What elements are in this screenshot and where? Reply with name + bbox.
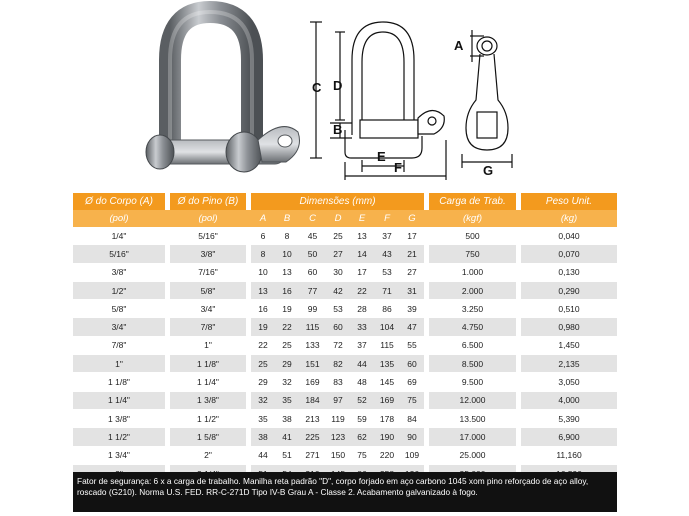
table-cell: 4.750 (429, 318, 516, 336)
table-cell: 1 1/4" (170, 373, 246, 391)
table-cell: 0,040 (521, 227, 617, 245)
table-cell: 30 (326, 264, 350, 282)
table-cell: 169 (299, 373, 326, 391)
header-unit-weight: Peso Unit. (521, 193, 617, 210)
table-row (73, 428, 617, 446)
table-cell: 86 (374, 300, 400, 318)
table-cell: 3/4" (73, 318, 165, 336)
table-cell: 4,000 (521, 392, 617, 410)
table-cell: 29 (251, 373, 275, 391)
table-row (73, 337, 617, 355)
table-cell: 22 (275, 318, 299, 336)
table-cell: 16 (251, 300, 275, 318)
table-cell: 45 (299, 227, 326, 245)
table-cell: 48 (350, 373, 374, 391)
table-row (73, 227, 617, 245)
footnote: Fator de segurança: 6 x a carga de trabalho. Manilha reta padrão "D", corpo forjado em aço carbono 1045 xom pino reforçado de aço alloy, roscado (G210). Norma U.S. FED. RR-C-271D Tipo IV-B Grau A - Classe 2. Acabamento galvanizado à fogo. (73, 472, 617, 512)
table-cell: 44 (350, 355, 374, 373)
table-cell: 28 (350, 300, 374, 318)
table-cell: 1 3/8" (73, 410, 165, 428)
table-cell: 25 (251, 355, 275, 373)
table-cell: 37 (350, 337, 374, 355)
table-cell: 0,510 (521, 300, 617, 318)
table-cell: 59 (350, 410, 374, 428)
table-cell: 53 (374, 264, 400, 282)
spec-table (73, 193, 617, 483)
table-cell: 75 (400, 392, 424, 410)
header-dim-d: D (326, 210, 350, 227)
table-cell: 17 (400, 227, 424, 245)
table-cell: 10 (275, 245, 299, 263)
table-cell: 123 (326, 428, 350, 446)
table-cell: 7/8" (170, 318, 246, 336)
table-cell: 3/8" (170, 245, 246, 263)
table-cell: 22 (350, 282, 374, 300)
dim-label-d: D (333, 78, 343, 93)
table-cell: 0,130 (521, 264, 617, 282)
table-cell: 21 (400, 245, 424, 263)
table-cell: 55 (400, 337, 424, 355)
table-cell: 184 (299, 392, 326, 410)
table-cell: 31 (400, 282, 424, 300)
dim-label-c: C (312, 80, 322, 95)
table-cell: 38 (275, 410, 299, 428)
table-row (73, 282, 617, 300)
table-cell: 151 (299, 355, 326, 373)
table-cell: 6.500 (429, 337, 516, 355)
table-cell: 13 (350, 227, 374, 245)
dim-label-b: B (333, 122, 343, 137)
table-cell: 8 (251, 245, 275, 263)
table-cell: 133 (299, 337, 326, 355)
table-cell: 1 5/8" (170, 428, 246, 446)
table-cell: 99 (299, 300, 326, 318)
dim-label-a: A (454, 38, 464, 53)
table-cell: 11,160 (521, 447, 617, 465)
header-dimensions: Dimensões (mm) (251, 193, 424, 210)
header-weight-unit: (kg) (521, 210, 617, 227)
table-cell: 50 (299, 245, 326, 263)
table-cell: 29 (275, 355, 299, 373)
table-cell: 5,390 (521, 410, 617, 428)
table-cell: 60 (326, 318, 350, 336)
header-body-diameter: Ø do Corpo (A) (73, 193, 165, 210)
table-cell: 25 (326, 227, 350, 245)
table-cell: 2" (170, 447, 246, 465)
table-cell: 1.000 (429, 264, 516, 282)
table-cell: 0,980 (521, 318, 617, 336)
table-cell: 8 (275, 227, 299, 245)
header-body-unit: (pol) (73, 210, 165, 227)
table-cell: 9.500 (429, 373, 516, 391)
table-cell: 1 1/2" (73, 428, 165, 446)
table-cell: 33 (350, 318, 374, 336)
table-cell: 25 (275, 337, 299, 355)
table-header-row (73, 193, 617, 210)
table-row (73, 318, 617, 336)
table-cell: 213 (299, 410, 326, 428)
table-cell: 271 (299, 447, 326, 465)
table-cell: 190 (374, 428, 400, 446)
table-cell: 52 (350, 392, 374, 410)
table-cell: 6 (251, 227, 275, 245)
table-cell: 0,070 (521, 245, 617, 263)
table-cell: 1 1/8" (170, 355, 246, 373)
table-cell: 169 (374, 392, 400, 410)
table-cell: 38 (251, 428, 275, 446)
table-cell: 1 1/8" (73, 373, 165, 391)
table-cell: 41 (275, 428, 299, 446)
header-work-load: Carga de Trab. (429, 193, 516, 210)
table-cell: 39 (400, 300, 424, 318)
table-cell: 13 (275, 264, 299, 282)
header-load-unit: (kgf) (429, 210, 516, 227)
dim-label-g: G (483, 163, 494, 178)
table-row (73, 355, 617, 373)
header-dim-g: G (400, 210, 424, 227)
table-cell: 220 (374, 447, 400, 465)
table-cell: 83 (326, 373, 350, 391)
table-cell: 5/16" (73, 245, 165, 263)
table-cell: 115 (299, 318, 326, 336)
table-cell: 145 (374, 373, 400, 391)
table-cell: 3/4" (170, 300, 246, 318)
table-body (73, 227, 617, 483)
table-row (73, 264, 617, 282)
header-dim-f: F (374, 210, 400, 227)
table-subheader-row (73, 210, 617, 227)
table-cell: 1 3/4" (73, 447, 165, 465)
shackle-front-drawing (462, 30, 512, 168)
table-cell: 60 (400, 355, 424, 373)
table-cell: 6,900 (521, 428, 617, 446)
table-cell: 32 (251, 392, 275, 410)
table-cell: 69 (400, 373, 424, 391)
table-cell: 135 (374, 355, 400, 373)
table-cell: 13.500 (429, 410, 516, 428)
table-cell: 16 (275, 282, 299, 300)
table-cell: 8.500 (429, 355, 516, 373)
table-cell: 3,050 (521, 373, 617, 391)
header-pin-unit: (pol) (170, 210, 246, 227)
table-cell: 0,290 (521, 282, 617, 300)
table-cell: 1 3/8" (170, 392, 246, 410)
table-cell: 13 (251, 282, 275, 300)
table-cell: 35 (251, 410, 275, 428)
table-cell: 90 (400, 428, 424, 446)
table-row (73, 373, 617, 391)
table-cell: 37 (374, 227, 400, 245)
table-cell: 22 (251, 337, 275, 355)
table-cell: 750 (429, 245, 516, 263)
table-row (73, 245, 617, 263)
table-cell: 27 (400, 264, 424, 282)
table-cell: 97 (326, 392, 350, 410)
table-cell: 14 (350, 245, 374, 263)
table-cell: 178 (374, 410, 400, 428)
table-cell: 2,135 (521, 355, 617, 373)
header-dim-b: B (275, 210, 299, 227)
table-cell: 17 (350, 264, 374, 282)
table-cell: 62 (350, 428, 374, 446)
table-cell: 1" (170, 337, 246, 355)
table-cell: 7/16" (170, 264, 246, 282)
table-cell: 75 (350, 447, 374, 465)
header-dim-e: E (350, 210, 374, 227)
table-cell: 104 (374, 318, 400, 336)
table-cell: 1 1/4" (73, 392, 165, 410)
table-cell: 72 (326, 337, 350, 355)
table-cell: 3/8" (73, 264, 165, 282)
table-cell: 47 (400, 318, 424, 336)
table-cell: 119 (326, 410, 350, 428)
table-row (73, 447, 617, 465)
table-cell: 1/2" (73, 282, 165, 300)
table-cell: 19 (275, 300, 299, 318)
table-cell: 25.000 (429, 447, 516, 465)
table-cell: 10 (251, 264, 275, 282)
table-cell: 19 (251, 318, 275, 336)
table-cell: 60 (299, 264, 326, 282)
header-pin-diameter: Ø do Pino (B) (170, 193, 246, 210)
table-cell: 27 (326, 245, 350, 263)
table-cell: 7/8" (73, 337, 165, 355)
dim-label-f: F (394, 160, 402, 175)
table-cell: 53 (326, 300, 350, 318)
table-cell: 43 (374, 245, 400, 263)
shackle-photo (146, 12, 300, 172)
shackle-illustration (0, 0, 689, 190)
table-cell: 17.000 (429, 428, 516, 446)
table-cell: 32 (275, 373, 299, 391)
table-cell: 35 (275, 392, 299, 410)
table-cell: 5/8" (73, 300, 165, 318)
table-cell: 1/4" (73, 227, 165, 245)
table-cell: 500 (429, 227, 516, 245)
table-cell: 84 (400, 410, 424, 428)
table-cell: 3.250 (429, 300, 516, 318)
table-cell: 2.000 (429, 282, 516, 300)
table-cell: 1 1/2" (170, 410, 246, 428)
table-row (73, 300, 617, 318)
header-dim-c: C (299, 210, 326, 227)
table-cell: 115 (374, 337, 400, 355)
table-cell: 5/8" (170, 282, 246, 300)
table-cell: 1,450 (521, 337, 617, 355)
table-cell: 82 (326, 355, 350, 373)
table-cell: 44 (251, 447, 275, 465)
table-cell: 51 (275, 447, 299, 465)
header-dim-a: A (251, 210, 275, 227)
table-cell: 71 (374, 282, 400, 300)
dim-label-e: E (377, 149, 386, 164)
table-cell: 150 (326, 447, 350, 465)
table-cell: 109 (400, 447, 424, 465)
table-cell: 1" (73, 355, 165, 373)
table-cell: 5/16" (170, 227, 246, 245)
table-row (73, 410, 617, 428)
table-cell: 77 (299, 282, 326, 300)
table-cell: 12.000 (429, 392, 516, 410)
table-cell: 225 (299, 428, 326, 446)
product-figure (0, 0, 689, 190)
table-cell: 42 (326, 282, 350, 300)
table-row (73, 392, 617, 410)
